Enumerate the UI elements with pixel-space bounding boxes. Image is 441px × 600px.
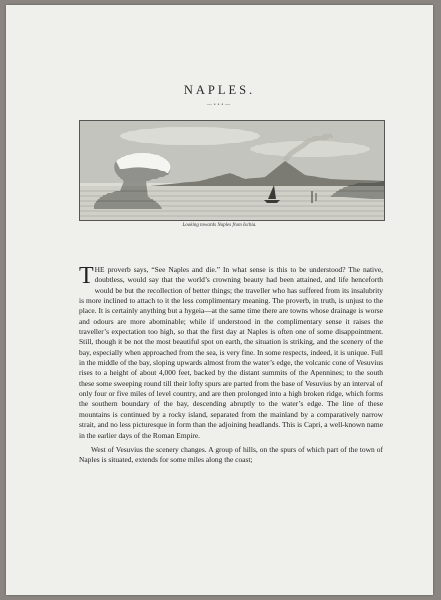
- page-title: NAPLES.: [183, 83, 256, 97]
- article-body: [79, 265, 383, 466]
- drop-cap: T: [79, 263, 94, 289]
- paragraph-1-text: HE proverb says, “See Naples and die.” In what sense is this to be understood? The native, doubtless, would say that the world’s crowning beauty had been attained, and life henceforth would be but the recollection of better things; the traveller who has suffered from its insalubrity is more inclined to attach to it the less complimentary meaning. The proverb, in truth, is unjust to the place. It is certainly anything but a hygeia—at the same time there are towns whose drainage is worse and odours are more abominable; while if understood in the complimentary sense it raises the traveller’s expectation too high, so that the first day at Naples is often one of some disappointment. Still, though it be not the most beautiful spot on earth, the situation is striking, and the scenery of the bay, especially when approached from the sea, is very fine. In some respects, indeed, it is unique. Full in the middle of the bay, sloping upwards almost from the water’s edge, the volcanic cone of Vesuvius rises to a height of about 4,000 feet, backed by the distant summits of the Apennines; to the south these some sweeping round till their lofty spurs are parted from the base of Vesuvius by an interval of only four or five miles of level country, and are then prolonged into a high broken ridge, which forms the southern boundary of the bay, descending abruptly to the water’s edge. The line of these mountains is continued by a rocky island, separated from the mainland by a comparatively narrow strait, and no less picturesque in form than the adjoining headlands. This is Capri, a well-known name in the earlier days of the Roman Empire.: [79, 265, 383, 440]
- title-ornament: —•••—: [206, 103, 233, 108]
- engraving-illustration: [79, 120, 385, 221]
- bay-of-naples-engraving: [80, 121, 384, 220]
- paragraph-1: [79, 265, 383, 441]
- illustration-caption: Looking towards Naples from Ischia.: [182, 223, 257, 228]
- page-sheet: [6, 5, 433, 595]
- paragraph-2: West of Vesuvius the scenery changes. A group of hills, on the spurs of which part of the town of Naples is situated, extends for some miles along the coast;: [79, 444, 383, 465]
